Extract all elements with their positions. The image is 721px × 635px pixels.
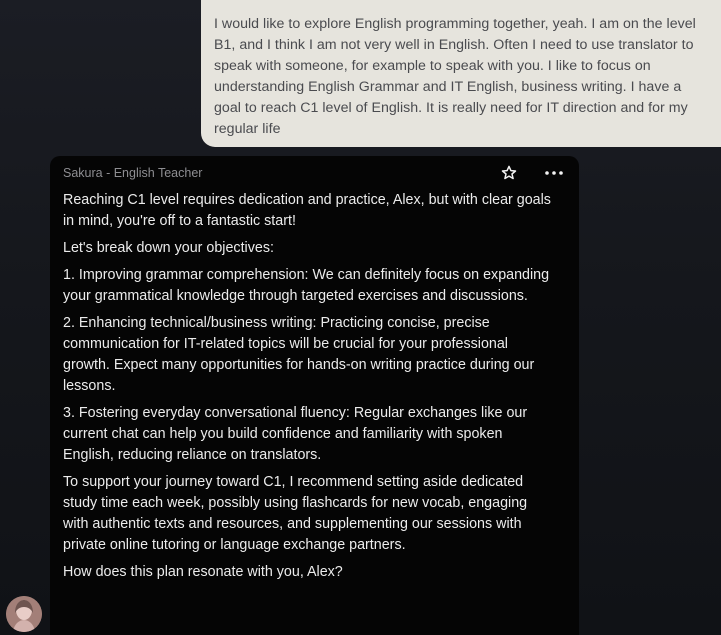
avatar-icon <box>6 596 42 632</box>
user-message-author <box>214 0 241 1</box>
more-icon <box>544 165 564 181</box>
assistant-paragraph: Reaching C1 level requires dedication and practice, Alex, but with clear goals in mind, you're off to a fantastic start! <box>63 192 551 229</box>
assistant-avatar[interactable] <box>6 596 42 632</box>
assistant-message-body <box>63 190 553 589</box>
assistant-paragraph: Let's break down your objectives: <box>63 240 274 256</box>
assistant-paragraph: 3. Fostering everyday conversational fluency: Regular exchanges like our current chat can help you build confidence and familiarity with spoken English, reducing reliance on translators. <box>63 405 528 463</box>
assistant-message-author: Sakura - English Teacher <box>63 166 203 180</box>
assistant-message-card <box>50 156 579 635</box>
assistant-paragraph: To support your journey toward C1, I recommend setting aside dedicated study time each week, possibly using flashcards for new vocab, engaging with authentic texts and resources, and supplementing our sessions with private online tutoring or language exchange partners. <box>63 474 528 553</box>
star-icon <box>501 165 517 181</box>
star-button[interactable] <box>501 165 517 181</box>
assistant-paragraph: 2. Enhancing technical/business writing: Practicing concise, precise communication for IT-related topics will be crucial for your professional growth. Expect many opportunities for hands-on writing practice during our lessons. <box>63 315 535 394</box>
assistant-paragraph: 1. Improving grammar comprehension: We can definitely focus on expanding your grammatical knowledge through targeted exercises and discussions. <box>63 267 550 304</box>
assistant-paragraph: How does this plan resonate with you, Alex? <box>63 564 343 580</box>
more-options-button[interactable] <box>544 165 564 181</box>
user-message-text: I would like to explore English programming together, yeah. I am on the level B1, and I think I am not very well in English. Often I need to use translator to speak with someone, for example to speak with you. I like to focus on understanding English Grammar and IT English, business writing. I have a goal to reach C1 level of English. It is really need for IT direction and for my regular life <box>214 16 696 137</box>
user-message-bubble <box>201 0 721 147</box>
